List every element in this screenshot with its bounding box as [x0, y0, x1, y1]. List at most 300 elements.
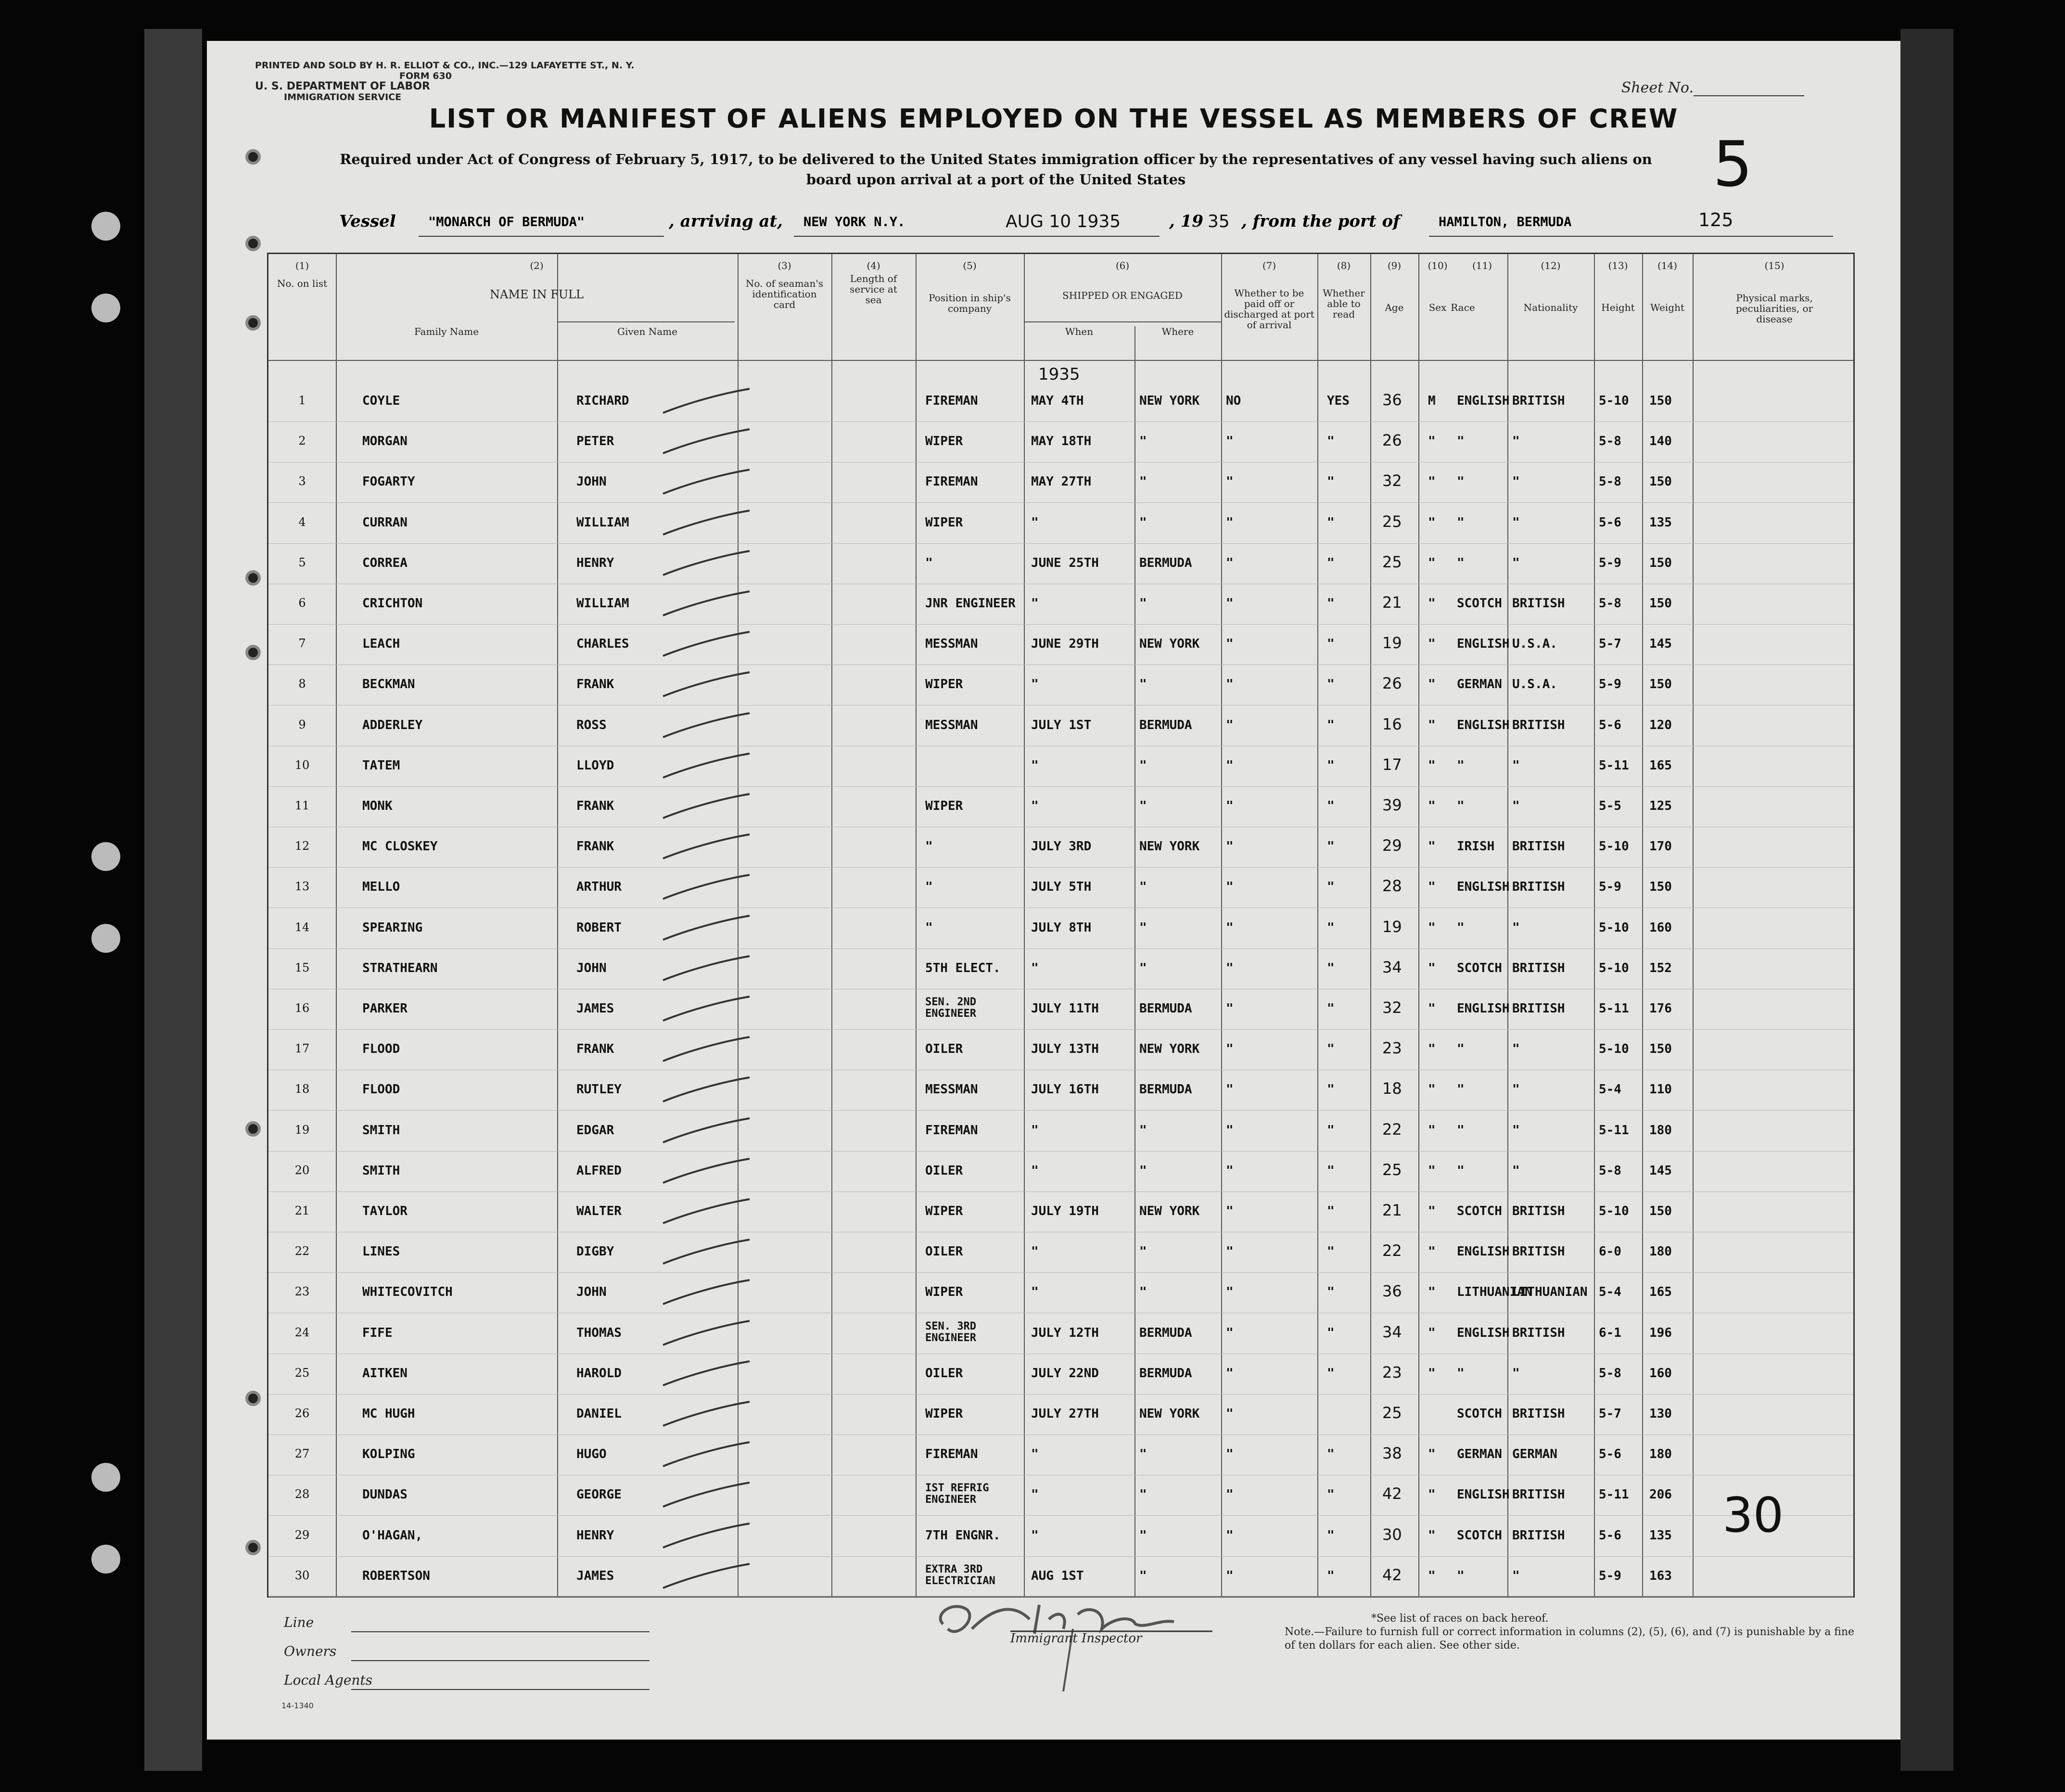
cell-weight: 206 [1649, 1487, 1672, 1502]
cell-family: FLOOD [362, 1042, 400, 1057]
cell-nat: BRITISH [1512, 1487, 1565, 1502]
vessel-name: "MONARCH OF BERMUDA" [428, 215, 585, 230]
cell-no: 9 [298, 717, 306, 731]
cell-position: MESSMAN [925, 717, 978, 732]
cell-when: " [1031, 1163, 1039, 1178]
cell-paid: " [1226, 880, 1234, 895]
cell-position: WIPER [925, 1285, 963, 1300]
cell-family: SMITH [362, 1123, 400, 1138]
col13-number: (13) [1608, 260, 1628, 271]
col15-number: (15) [1764, 260, 1785, 271]
cell-race: " [1457, 758, 1465, 773]
cell-nat: BRITISH [1512, 1528, 1565, 1543]
cell-position: SEN. 2ND ENGINEER [925, 996, 976, 1020]
inspector-label: Immigrant Inspector [1010, 1631, 1142, 1646]
cell-nat: " [1512, 474, 1520, 489]
cell-where: NEW YORK [1139, 839, 1200, 854]
cell-age: 34 [1382, 958, 1402, 976]
cell-age: 26 [1382, 431, 1402, 450]
id-card-check-mark [658, 467, 754, 496]
cell-weight: 150 [1649, 394, 1672, 408]
cell-age: 19 [1382, 634, 1402, 653]
cell-sex: " [1428, 677, 1436, 692]
id-card-check-mark [658, 1440, 754, 1469]
cell-read: " [1327, 1082, 1335, 1097]
cell-paid: " [1226, 1163, 1234, 1178]
cell-height: 5-10 [1599, 394, 1629, 408]
cell-given: ROSS [576, 717, 607, 732]
cell-nat: BRITISH [1512, 880, 1565, 895]
cell-position: EXTRA 3RD ELECTRICIAN [925, 1563, 995, 1587]
cell-when: MAY 4TH [1031, 394, 1084, 408]
cell-paid: " [1226, 637, 1234, 652]
cell-no: 1 [298, 394, 306, 407]
cell-when: JULY 1ST [1031, 717, 1092, 732]
col5-number: (5) [963, 260, 977, 271]
id-card-check-mark [658, 1399, 754, 1428]
col4-title: Length of service at sea [850, 273, 897, 306]
col13-title: Height [1601, 302, 1635, 313]
cell-read: " [1327, 1568, 1335, 1583]
cell-race: ENGLISH [1457, 880, 1510, 895]
cell-given: FRANK [576, 839, 614, 854]
cell-no: 13 [294, 880, 310, 894]
id-card-check-mark [658, 872, 754, 901]
id-card-check-mark [658, 832, 754, 861]
cell-height: 5-11 [1599, 1123, 1629, 1138]
cell-height: 5-8 [1599, 1163, 1621, 1178]
cell-position: MESSMAN [925, 637, 978, 652]
table-row [268, 1275, 1853, 1313]
binder-hole [91, 294, 120, 322]
cell-family: FOGARTY [362, 474, 415, 489]
col10-number: (10) [1428, 260, 1448, 271]
cell-paid: " [1226, 920, 1234, 935]
cell-read: " [1327, 1204, 1335, 1218]
cell-age: 42 [1382, 1485, 1402, 1503]
cell-no: 2 [298, 434, 306, 448]
cell-height: 5-6 [1599, 1447, 1621, 1462]
cell-sex: " [1428, 596, 1436, 611]
binder-hole [91, 924, 120, 953]
table-row [268, 951, 1853, 989]
cell-race: SCOTCH [1457, 1204, 1502, 1218]
vessel-label: Vessel [339, 212, 396, 231]
cell-race: " [1457, 474, 1465, 489]
cell-no: 12 [294, 839, 310, 853]
cell-age: 23 [1382, 1363, 1402, 1382]
col6-number: (6) [1115, 260, 1130, 271]
cell-position: " [925, 920, 933, 935]
cell-when: " [1031, 1244, 1039, 1259]
header-divider [268, 360, 1853, 361]
cell-where: BERMUDA [1139, 1325, 1192, 1340]
cell-sex: " [1428, 1366, 1436, 1381]
cell-when: JULY 12TH [1031, 1325, 1099, 1340]
cell-when: " [1031, 758, 1039, 773]
cell-paid: " [1226, 1285, 1234, 1300]
col1-number: (1) [295, 260, 309, 271]
agents-label: Local Agents [284, 1672, 373, 1688]
cell-height: 5-7 [1599, 1407, 1621, 1421]
arriving-underline [794, 236, 996, 237]
cell-age: 30 [1382, 1525, 1402, 1544]
cell-position: MESSMAN [925, 1082, 978, 1097]
cell-race: GERMAN [1457, 1447, 1502, 1462]
cell-paid: " [1226, 1528, 1234, 1543]
cell-family: CURRAN [362, 515, 408, 530]
page-subtitle: Required under Act of Congress of February 5, 1917, to be delivered to the United States immigration officer by the representatives of any vessel having such aliens on board upon arrival at a port of the United States [340, 151, 1652, 188]
cell-age: 36 [1382, 391, 1402, 409]
cell-when: JULY 16TH [1031, 1082, 1099, 1097]
table-row [268, 1397, 1853, 1435]
cell-paid: " [1226, 515, 1234, 530]
cell-no: 6 [298, 596, 306, 610]
cell-paid: " [1226, 1204, 1234, 1218]
cell-where: " [1139, 758, 1147, 773]
cell-given: JAMES [576, 1568, 614, 1583]
table-row [268, 506, 1853, 544]
col10-title: Sex [1428, 302, 1447, 313]
cell-family: MELLO [362, 880, 400, 895]
cell-paid: " [1226, 1487, 1234, 1502]
agents-field [351, 1689, 650, 1690]
cell-given: THOMAS [576, 1325, 622, 1340]
cell-height: 5-9 [1599, 677, 1621, 692]
col1-title: No. on list [277, 278, 328, 289]
cell-no: 11 [294, 799, 310, 812]
shipped-subheader-line [1024, 321, 1221, 322]
id-card-check-mark [658, 711, 754, 740]
vessel-underline [419, 236, 664, 237]
table-row [268, 587, 1853, 625]
id-card-check-mark [658, 1035, 754, 1063]
cell-read: " [1327, 799, 1335, 813]
cell-family: CRICHTON [362, 596, 423, 611]
table-row [268, 1519, 1853, 1557]
cell-position: FIREMAN [925, 474, 978, 489]
cell-family: O'HAGAN, [362, 1528, 423, 1543]
cell-no: 22 [294, 1244, 310, 1258]
cell-nat: " [1512, 1123, 1520, 1138]
cell-weight: 165 [1649, 1285, 1672, 1300]
cell-read: " [1327, 1325, 1335, 1340]
table-row [268, 424, 1853, 462]
cell-when: JULY 22ND [1031, 1366, 1099, 1381]
cell-age: 29 [1382, 836, 1402, 855]
cell-family: ADDERLEY [362, 717, 423, 732]
cell-paid: " [1226, 1123, 1234, 1138]
binder-hole [91, 1463, 120, 1492]
cell-read: " [1327, 758, 1335, 773]
cell-sex: " [1428, 1447, 1436, 1462]
cell-given: PETER [576, 434, 614, 449]
id-card-check-mark [658, 1075, 754, 1104]
binder-hole [91, 842, 120, 871]
cell-race: " [1457, 1042, 1465, 1057]
cell-where: " [1139, 880, 1147, 895]
cell-race: ENGLISH [1457, 1001, 1510, 1016]
cell-age: 28 [1382, 877, 1402, 896]
col6-title: SHIPPED OR ENGAGED [1062, 290, 1183, 301]
arriving-label: , arriving at, [669, 212, 783, 231]
cell-nat: U.S.A. [1512, 677, 1557, 692]
cell-given: HENRY [576, 555, 614, 570]
arriving-at: NEW YORK N.Y. [803, 215, 905, 230]
cell-age: 36 [1382, 1282, 1402, 1301]
cell-age: 22 [1382, 1120, 1402, 1139]
cell-sex: " [1428, 555, 1436, 570]
cell-where: " [1139, 515, 1147, 530]
cell-where: BERMUDA [1139, 717, 1192, 732]
corner-handwritten-mark: 5 [1713, 128, 1753, 201]
cell-weight: 130 [1649, 1407, 1672, 1421]
cell-weight: 150 [1649, 677, 1672, 692]
table-row [268, 1357, 1853, 1395]
cell-given: DANIEL [576, 1407, 622, 1421]
cell-position: WIPER [925, 677, 963, 692]
cell-read: " [1327, 555, 1335, 570]
id-card-check-mark [658, 1562, 754, 1590]
cell-family: ROBERTSON [362, 1568, 430, 1583]
cell-nat: " [1512, 1163, 1520, 1178]
cell-weight: 140 [1649, 434, 1672, 449]
cell-when: JULY 11TH [1031, 1001, 1099, 1016]
cell-position: FIREMAN [925, 394, 978, 408]
cell-height: 5-7 [1599, 637, 1621, 652]
punch-hole [245, 1391, 261, 1406]
cell-position: 7TH ENGNR. [925, 1528, 1001, 1543]
cell-sex: " [1428, 1001, 1436, 1016]
id-card-check-mark [658, 792, 754, 820]
cell-family: MORGAN [362, 434, 408, 449]
cell-where: " [1139, 1163, 1147, 1178]
department-name: U. S. DEPARTMENT OF LABOR [255, 80, 430, 92]
cell-position: OILER [925, 1163, 963, 1178]
cell-race: " [1457, 515, 1465, 530]
punch-hole [245, 1540, 261, 1555]
cell-where: BERMUDA [1139, 1082, 1192, 1097]
cell-weight: 150 [1649, 474, 1672, 489]
cell-given: HUGO [576, 1447, 607, 1462]
cell-position: JNR ENGINEER [925, 596, 1016, 611]
cell-nat: LITHUANIAN [1512, 1285, 1588, 1300]
cell-read: " [1327, 596, 1335, 611]
cell-given: JAMES [576, 1001, 614, 1016]
cell-no: 24 [294, 1325, 310, 1339]
cell-height: 5-6 [1599, 515, 1621, 530]
cell-given: WALTER [576, 1204, 622, 1218]
table-row [268, 749, 1853, 787]
cell-paid: " [1226, 555, 1234, 570]
cell-given: HAROLD [576, 1366, 622, 1381]
cell-sex: " [1428, 717, 1436, 732]
cell-race: " [1457, 799, 1465, 813]
cell-nat: " [1512, 758, 1520, 773]
cell-height: 5-4 [1599, 1082, 1621, 1097]
cell-position: 5TH ELECT. [925, 960, 1001, 975]
cell-read: " [1327, 1447, 1335, 1462]
cell-race: " [1457, 1568, 1465, 1583]
cell-family: MC HUGH [362, 1407, 415, 1421]
cell-no: 20 [294, 1163, 310, 1177]
cell-family: AITKEN [362, 1366, 408, 1381]
id-card-check-mark [658, 670, 754, 699]
cell-when: " [1031, 799, 1039, 813]
table-row [268, 1316, 1853, 1354]
binder-hole [91, 1545, 120, 1574]
table-row [268, 1114, 1853, 1152]
cell-no: 10 [294, 758, 310, 772]
cell-read: " [1327, 677, 1335, 692]
cell-age: 42 [1382, 1565, 1402, 1584]
cell-height: 5-8 [1599, 1366, 1621, 1381]
cell-where: " [1139, 677, 1147, 692]
table-row [268, 1437, 1853, 1475]
crew-table [267, 253, 1855, 1598]
binder-hole [91, 212, 120, 241]
cell-position: WIPER [925, 1407, 963, 1421]
cell-age: 32 [1382, 472, 1402, 490]
cell-paid: " [1226, 839, 1234, 854]
table-row [268, 667, 1853, 705]
cell-weight: 120 [1649, 717, 1672, 732]
cell-sex: " [1428, 839, 1436, 854]
cell-given: RICHARD [576, 394, 629, 408]
cell-paid: " [1226, 1001, 1234, 1016]
page-count-mark: 125 [1698, 209, 1734, 230]
table-row [268, 1073, 1853, 1111]
cell-family: PARKER [362, 1001, 408, 1016]
from-label: , from the port of [1241, 212, 1400, 231]
col5-title: Position in ship's company [929, 292, 1011, 314]
cell-family: LEACH [362, 637, 400, 652]
cell-height: 5-10 [1599, 1042, 1629, 1057]
cell-when: JULY 8TH [1031, 920, 1092, 935]
cell-no: 28 [294, 1487, 310, 1501]
cell-family: KOLPING [362, 1447, 415, 1462]
cell-paid: " [1226, 1407, 1234, 1421]
col3-number: (3) [778, 260, 791, 271]
col9-number: (9) [1387, 260, 1402, 271]
cell-age: 19 [1382, 917, 1402, 936]
cell-where: " [1139, 1568, 1147, 1583]
cell-paid: " [1226, 758, 1234, 773]
cell-when: " [1031, 1285, 1039, 1300]
cell-family: COYLE [362, 394, 400, 408]
cell-height: 5-8 [1599, 596, 1621, 611]
cell-read: " [1327, 1042, 1335, 1057]
cell-position: WIPER [925, 515, 963, 530]
cell-where: " [1139, 799, 1147, 813]
cell-where: " [1139, 1447, 1147, 1462]
cell-where: " [1139, 1123, 1147, 1138]
cell-read: " [1327, 1487, 1335, 1502]
cell-height: 6-1 [1599, 1325, 1621, 1340]
col8-number: (8) [1337, 260, 1351, 271]
cell-height: 5-4 [1599, 1285, 1621, 1300]
id-card-check-mark [658, 954, 754, 983]
cell-sex: " [1428, 1487, 1436, 1502]
cell-family: FLOOD [362, 1082, 400, 1097]
id-card-check-mark [658, 549, 754, 577]
cell-position: FIREMAN [925, 1123, 978, 1138]
table-row [268, 627, 1853, 665]
cell-when: MAY 27TH [1031, 474, 1092, 489]
cell-nat: BRITISH [1512, 1325, 1565, 1340]
table-row [268, 911, 1853, 949]
cell-when: JUNE 25TH [1031, 555, 1099, 570]
cell-paid: " [1226, 474, 1234, 489]
id-card-check-mark [658, 913, 754, 942]
table-row [268, 789, 1853, 827]
port-underline [1429, 236, 1833, 237]
cell-nat: U.S.A. [1512, 637, 1557, 652]
col7-title: Whether to be paid off or discharged at port of arrival [1224, 287, 1314, 331]
cell-read: " [1327, 515, 1335, 530]
cell-weight: 125 [1649, 799, 1672, 813]
cell-nat: BRITISH [1512, 394, 1565, 408]
punch-hole [245, 1121, 261, 1137]
cell-family: MONK [362, 799, 393, 813]
binding-strip-left [144, 29, 202, 1771]
total-handwritten-mark: 30 [1722, 1487, 1784, 1543]
sheet-number-label: Sheet No. [1621, 79, 1694, 96]
cell-height: 5-9 [1599, 1568, 1621, 1583]
from-port: HAMILTON, BERMUDA [1439, 215, 1572, 230]
col6-where: Where [1161, 326, 1194, 337]
races-note: *See list of races on back hereof. [1371, 1613, 1549, 1625]
table-row [268, 465, 1853, 503]
cell-paid: " [1226, 1325, 1234, 1340]
cell-height: 5-11 [1599, 1487, 1629, 1502]
sheet-number-line [1694, 95, 1804, 96]
table-row [268, 870, 1853, 908]
printer-imprint [255, 60, 634, 102]
cell-when: " [1031, 960, 1039, 975]
cell-paid: " [1226, 1244, 1234, 1259]
cell-sex: " [1428, 960, 1436, 975]
cell-where: NEW YORK [1139, 637, 1200, 652]
cell-paid: " [1226, 434, 1234, 449]
cell-where: " [1139, 1487, 1147, 1502]
cell-weight: 150 [1649, 1204, 1672, 1218]
id-card-check-mark [658, 751, 754, 780]
cell-where: " [1139, 1285, 1147, 1300]
cell-height: 5-10 [1599, 960, 1629, 975]
cell-no: 23 [294, 1285, 310, 1299]
cell-read: YES [1327, 394, 1350, 408]
cell-family: TAYLOR [362, 1204, 408, 1218]
punch-hole [245, 570, 261, 586]
col3-title: No. of seaman's identification card [745, 278, 824, 310]
id-card-check-mark [658, 1278, 754, 1306]
cell-sex: " [1428, 474, 1436, 489]
page-title: LIST OR MANIFEST OF ALIENS EMPLOYED ON THE VESSEL AS MEMBERS OF CREW [429, 103, 1679, 134]
cell-where: " [1139, 1528, 1147, 1543]
cell-when: JULY 3RD [1031, 839, 1092, 854]
cell-age: 25 [1382, 1160, 1402, 1179]
form-id: 14-1340 [281, 1701, 314, 1710]
cell-no: 30 [294, 1568, 310, 1582]
cell-age: 25 [1382, 512, 1402, 531]
cell-race: " [1457, 1366, 1465, 1381]
cell-read: " [1327, 474, 1335, 489]
cell-read: " [1327, 434, 1335, 449]
cell-when: JULY 27TH [1031, 1407, 1099, 1421]
cell-height: 6-0 [1599, 1244, 1621, 1259]
cell-height: 5-8 [1599, 434, 1621, 449]
